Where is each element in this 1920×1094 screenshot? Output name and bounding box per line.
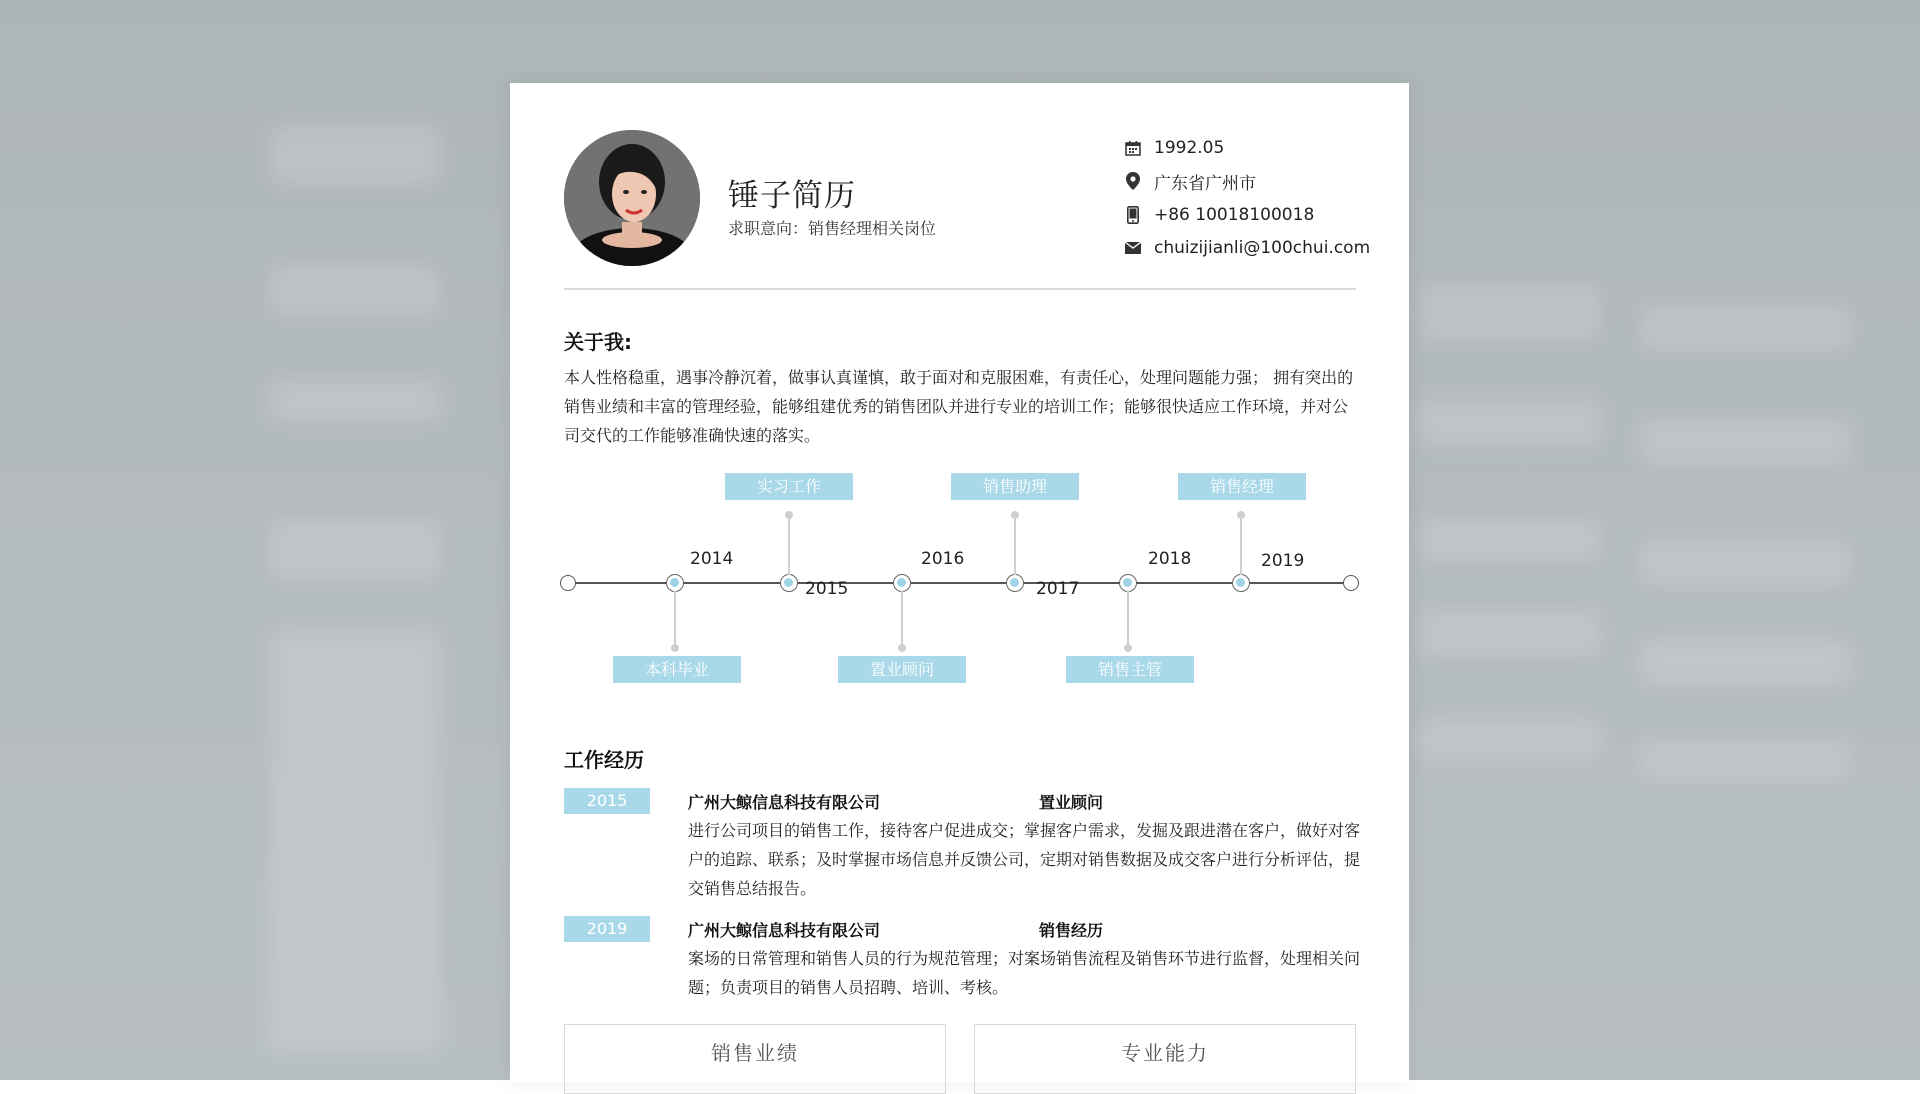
phone-icon	[1124, 206, 1142, 224]
avatar	[564, 130, 700, 266]
window-shadow	[1420, 520, 1600, 560]
timeline-year: 2017	[1036, 579, 1080, 599]
section-title: 销售业绩	[711, 1041, 799, 1065]
header-divider	[564, 288, 1356, 290]
window-shadow	[270, 520, 440, 580]
contact-birthdate	[1124, 131, 1370, 165]
timeline-tag-bottom: 本科毕业	[613, 656, 741, 683]
timeline-dot	[1124, 644, 1132, 652]
timeline-stem	[674, 591, 676, 647]
timeline-year: 2018	[1148, 549, 1192, 569]
job-description: 案场的日常管理和销售人员的行为规范管理；对案场销售流程及销售环节进行监督，处理相关问题；负责项目的销售人员招聘、培训、考核。	[688, 949, 1361, 997]
contact-info	[1124, 131, 1370, 265]
window-shadow	[1420, 610, 1600, 655]
calendar-icon	[1124, 139, 1142, 157]
job-year-badge: 2019	[564, 916, 650, 942]
timeline-end	[1343, 575, 1359, 591]
contact-location	[1124, 165, 1370, 199]
timeline-dot	[671, 644, 679, 652]
window-shadow	[1420, 400, 1600, 445]
timeline-tag-top: 销售助理	[951, 473, 1079, 500]
job-role: 销售经历	[1039, 921, 1104, 940]
sales-performance-section	[564, 1024, 946, 1094]
professional-skills-section	[974, 1024, 1356, 1094]
work-experience-title: 工作经历	[564, 748, 644, 772]
window-shadow	[270, 380, 440, 420]
timeline-dot	[785, 511, 793, 519]
resume-sheet	[510, 83, 1409, 1083]
timeline-year: 2015	[805, 579, 849, 599]
job-company: 广州大鲸信息科技有限公司	[688, 921, 881, 940]
candidate-name: 锤子简历	[728, 178, 856, 214]
timeline-start	[560, 575, 576, 591]
window-shadow	[1640, 740, 1850, 780]
timeline-tag-top: 销售经理	[1178, 473, 1306, 500]
timeline-stem	[1014, 515, 1016, 575]
timeline-stem	[788, 515, 790, 575]
location-pin-icon	[1124, 172, 1142, 190]
mail-icon	[1124, 239, 1142, 257]
contact-email	[1124, 232, 1370, 266]
timeline-node	[1006, 574, 1024, 592]
timeline-node	[666, 574, 684, 592]
timeline-tag-bottom: 销售主管	[1066, 656, 1194, 683]
window-shadow	[270, 265, 440, 315]
window-shadow	[270, 630, 440, 1050]
contact-phone	[1124, 198, 1370, 232]
timeline-node	[780, 574, 798, 592]
job-intent: 求职意向：销售经理相关岗位	[728, 219, 937, 238]
contact-text: chuizijianli@100chui.com	[1154, 238, 1371, 259]
timeline-tag-bottom: 置业顾问	[838, 656, 966, 683]
timeline-year: 2016	[921, 549, 965, 569]
about-text: 本人性格稳重，遇事冷静沉着，做事认真谨慎，敢于面对和克服困难，有责任心，处理问题能力强； 拥有突出的销售业绩和丰富的管理经验，能够组建优秀的销售团队并进行专业的培训工作；能够很快适应工作环境，并对公司交代的工作能够准确快速的落实。	[564, 368, 1354, 445]
contact-text: 1992.05	[1154, 137, 1225, 158]
contact-text: +86 10018100018	[1154, 204, 1315, 225]
timeline-dot	[1237, 511, 1245, 519]
timeline-dot	[1011, 511, 1019, 519]
job-entry	[564, 916, 1364, 1006]
job-role: 置业顾问	[1039, 793, 1104, 812]
timeline-stem	[901, 591, 903, 647]
window-shadow	[1640, 305, 1850, 350]
timeline-stem	[1240, 515, 1242, 575]
profile-photo	[564, 130, 700, 266]
job-description: 进行公司项目的销售工作，接待客户促进成交；掌握客户需求，发掘及跟进潜在客户，做好对客户的追踪、联系；及时掌握市场信息并反馈公司，定期对销售数据及成交客户进行分析评估，提交销售总结报告。	[688, 821, 1361, 898]
career-timeline	[510, 473, 1409, 679]
timeline-node	[1119, 574, 1137, 592]
section-title: 专业能力	[1121, 1041, 1209, 1065]
window-shadow	[1420, 285, 1600, 340]
window-shadow	[1640, 640, 1850, 685]
timeline-year: 2014	[690, 549, 734, 569]
job-entry	[564, 788, 1364, 908]
window-shadow	[1640, 420, 1850, 465]
job-company: 广州大鲸信息科技有限公司	[688, 793, 881, 812]
timeline-node	[1232, 574, 1250, 592]
contact-text: 广东省广州市	[1154, 173, 1256, 194]
timeline-dot	[898, 644, 906, 652]
timeline-stem	[1127, 591, 1129, 647]
window-shadow	[270, 125, 440, 185]
timeline-node	[893, 574, 911, 592]
job-year-badge: 2015	[564, 788, 650, 814]
window-shadow	[1640, 540, 1850, 585]
timeline-tag-top: 实习工作	[725, 473, 853, 500]
timeline-year: 2019	[1261, 551, 1305, 571]
window-shadow	[1420, 720, 1600, 760]
about-title: 关于我:	[564, 330, 632, 354]
